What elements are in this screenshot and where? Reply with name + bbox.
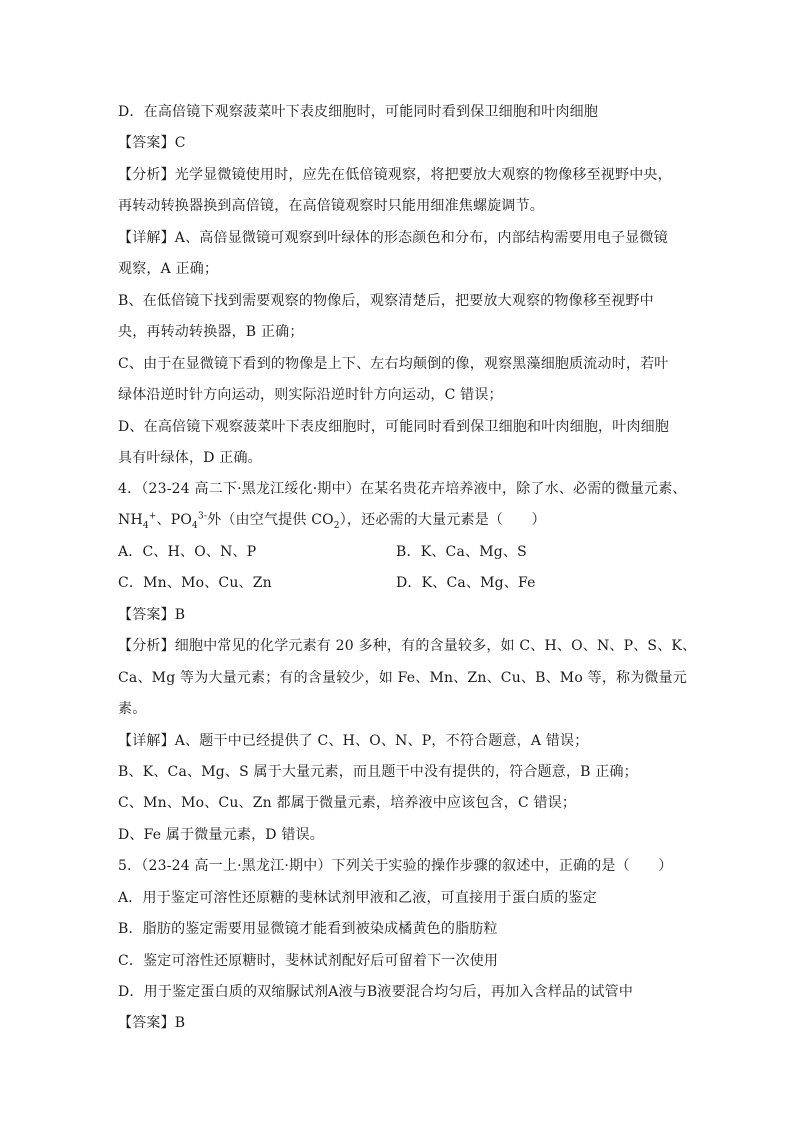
q3-detail-line-7: D、在高倍镜下观察菠菜叶下表皮细胞时，可能同时看到保卫细胞和叶肉细胞，叶肉细胞 bbox=[118, 419, 670, 435]
po4-superscript: 3- bbox=[197, 511, 208, 522]
q3-answer: 【答案】C bbox=[118, 135, 186, 151]
q4-analysis-line-1: 【分析】细胞中常见的化学元素有 20 多种，有的含量较多，如 C、H、O、N、P、S、K、 bbox=[118, 638, 697, 654]
q3-detail-line-1: 【详解】A、高倍显微镜可观察到叶绿体的形态颜色和分布，内部结构需要用电子显微镜 bbox=[118, 230, 668, 246]
co2-subscript: 2 bbox=[333, 520, 340, 531]
q4-detail-line-1: 【详解】A、题干中已经提供了 C、H、O、N、P，不符合题意，A 错误； bbox=[118, 733, 589, 749]
q3-detail-line-6: 绿体沿逆时针方向运动，则实际沿逆时针方向运动，C 错误； bbox=[118, 387, 503, 403]
q3-detail-line-5: C、由于在显微镜下看到的物像是上下、左右均颠倒的像，观察黑藻细胞质流动时，若叶 bbox=[118, 356, 669, 372]
q3-option-d: D．在高倍镜下观察菠菜叶下表皮细胞时，可能同时看到保卫细胞和叶肉细胞 bbox=[118, 104, 599, 120]
q5-option-c: C．鉴定可溶性还原糖时，斐林试剂配好后可留着下一次使用 bbox=[118, 953, 499, 969]
q4-option-a: A．C、H、O、N、P bbox=[118, 544, 257, 560]
q5-option-b: B．脂肪的鉴定需要用显微镜才能看到被染成橘黄色的脂肪粒 bbox=[118, 921, 498, 937]
q4-stem-line-2 bbox=[118, 510, 546, 530]
q3-detail-line-2: 观察，A 正确； bbox=[118, 261, 219, 277]
q3-detail-line-3: B、在低倍镜下找到需要观察的物像后，观察清楚后，把要放大观察的物像移至视野中 bbox=[118, 293, 654, 309]
q4-detail-line-3: C、Mn、Mo、Cu、Zn 都属于微量元素，培养液中应该包含，C 错误； bbox=[118, 795, 577, 811]
q3-detail-line-8: 具有叶绿体，D 正确。 bbox=[118, 450, 262, 466]
q4-option-c: C．Mn、Mo、Cu、Zn bbox=[118, 575, 272, 591]
po4-text: 、PO bbox=[156, 512, 193, 528]
q4-answer: 【答案】B bbox=[118, 607, 186, 623]
q3-analysis-line-1: 【分析】光学显微镜使用时，应先在低倍镜观察，将把要放大观察的物像移至视野中央， bbox=[118, 167, 672, 183]
q4-analysis-line-2: Ca、Mg 等为大量元素；有的含量较少，如 Fe、Mn、Zn、Cu、B、Mo 等，称为微量元 bbox=[118, 670, 688, 686]
q4-detail-line-2: B、K、Ca、Mg、S 属于大量元素，而且题干中没有提供的，符合题意，B 正确； bbox=[118, 764, 638, 780]
q3-analysis-line-2: 再转动转换器换到高倍镜，在高倍镜观察时只能用细准焦螺旋调节。 bbox=[118, 198, 544, 214]
q4-analysis-line-3: 素。 bbox=[118, 701, 147, 717]
q4-stem-text-b: ），还必需的大量元素是（ ） bbox=[339, 512, 546, 528]
nh4-superscript: + bbox=[148, 511, 157, 522]
nh4-subscript: 4 bbox=[142, 520, 149, 531]
q5-stem: 5．（23-24 高一上·黑龙江·期中）下列关于实验的操作步骤的叙述中，正确的是（ ） bbox=[118, 858, 673, 874]
q4-stem-line-1: 4．（23-24 高二下·黑龙江绥化·期中）在某名贵花卉培养液中，除了水、必需的微量元素、 bbox=[118, 481, 687, 497]
q5-answer: 【答案】B bbox=[118, 1015, 186, 1031]
q4-option-b: B．K、Ca、Mg、S bbox=[396, 544, 527, 560]
nh4-text: NH bbox=[118, 512, 143, 528]
q4-option-d: D．K、Ca、Mg、Fe bbox=[396, 575, 536, 591]
q5-option-a: A．用于鉴定可溶性还原糖的斐林试剂甲液和乙液，可直接用于蛋白质的鉴定 bbox=[118, 890, 597, 906]
po4-subscript: 4 bbox=[192, 520, 198, 531]
q4-detail-line-4: D、Fe 属于微量元素，D 错误。 bbox=[118, 827, 324, 843]
q4-stem-text-a: 外（由空气提供 CO bbox=[207, 512, 334, 528]
q5-option-d: D．用于鉴定蛋白质的双缩脲试剂A液与B液要混合均匀后，再加入含样品的试管中 bbox=[118, 984, 634, 1000]
q3-detail-line-4: 央，再转动转换器，B 正确； bbox=[118, 324, 304, 340]
